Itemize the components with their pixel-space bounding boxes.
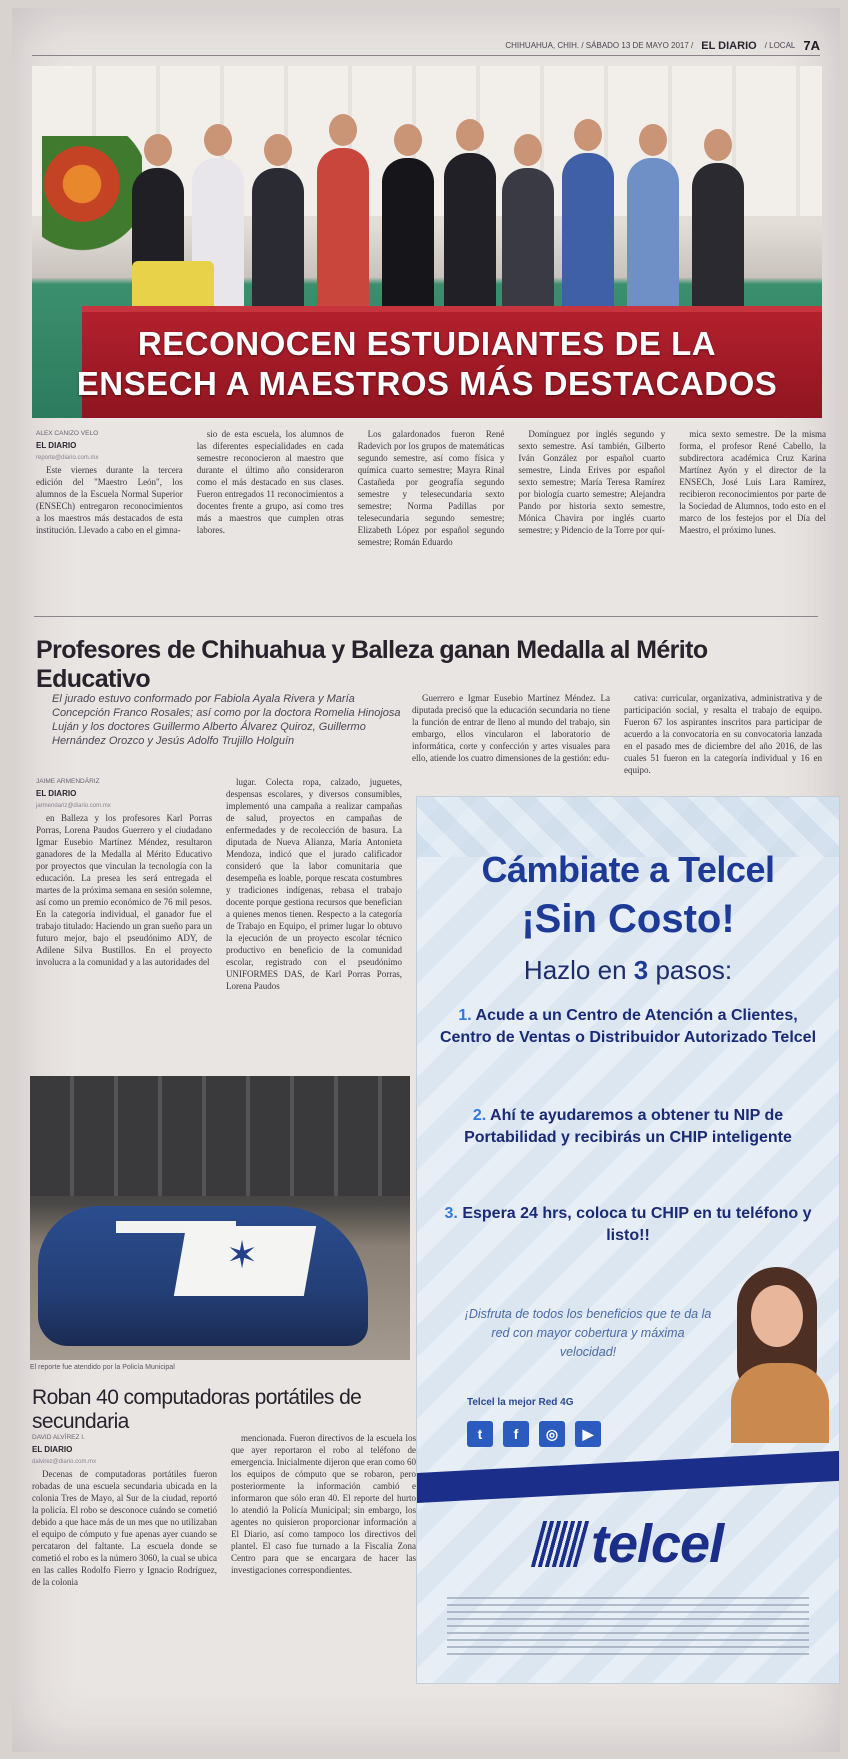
ad-step-text: Espera 24 hrs, coloca tu CHIP en tu teléfono y listo!! bbox=[462, 1205, 812, 1244]
ad-title: Cámbiate a Telcel bbox=[481, 849, 775, 890]
ad-step-3 bbox=[437, 1203, 819, 1247]
folio-section: / LOCAL bbox=[764, 41, 796, 50]
person bbox=[382, 158, 434, 318]
article3-headline: Roban 40 computadoras portátiles de secundaria bbox=[32, 1386, 362, 1433]
photo-buildings bbox=[30, 1076, 410, 1196]
article2-headline: Profesores de Chihuahua y Balleza ganan Medalla al Mérito Educativo bbox=[36, 636, 708, 693]
newspaper-page bbox=[12, 8, 840, 1752]
byline-author: JAIME ARMENDÁRIZ bbox=[36, 778, 100, 785]
byline bbox=[36, 428, 183, 464]
hero-photo bbox=[32, 66, 822, 418]
article2-column bbox=[36, 776, 212, 994]
ad-steps-suffix: pasos: bbox=[648, 955, 733, 985]
telcel-advertisement bbox=[416, 796, 840, 1684]
article-reconocen bbox=[36, 428, 826, 608]
article1-text: Este viernes durante la tercera edición del "Maestro León", los alumnos de la Escuela Normal Superior (ENSECh) entregaron reconocimientos a los maestros más destacados de esta institución. Llevado a cabo en el gimna- bbox=[36, 465, 183, 535]
ad-step-number: 1. bbox=[458, 1007, 472, 1024]
police-car-photo bbox=[30, 1076, 410, 1360]
article-roban bbox=[32, 1432, 416, 1682]
person bbox=[502, 168, 554, 318]
byline-author: DAVID ALVÍREZ I. bbox=[32, 1434, 85, 1441]
ad-steps-heading bbox=[417, 955, 839, 986]
page-folio bbox=[32, 36, 820, 56]
person bbox=[627, 158, 679, 318]
byline-email: dalvirez@diario.com.mx bbox=[32, 1459, 97, 1465]
ad-blue-stripe bbox=[417, 1451, 839, 1503]
ad-pattern bbox=[417, 797, 839, 857]
ad-promo-text: ¡Disfruta de todos los beneficios que te da la red con mayor cobertura y máxima velocidad! bbox=[464, 1307, 712, 1359]
article2-column bbox=[624, 692, 822, 778]
byline-author: ALEX CANIZO VELO bbox=[36, 430, 99, 437]
instagram-icon: ◎ bbox=[539, 1421, 565, 1447]
hero-headline-line1: RECONOCEN ESTUDIANTES DE LA bbox=[137, 325, 717, 362]
person bbox=[444, 153, 496, 318]
article3-column bbox=[32, 1432, 217, 1590]
article1-column bbox=[197, 428, 344, 550]
folio-page-number: 7A bbox=[803, 38, 820, 53]
article2-column bbox=[412, 692, 610, 778]
article1-column bbox=[36, 428, 183, 550]
ad-step-number: 3. bbox=[444, 1205, 458, 1222]
byline bbox=[32, 1432, 217, 1468]
person bbox=[317, 148, 369, 318]
ad-step-1 bbox=[437, 1005, 819, 1049]
ad-steps-prefix: Hazlo en bbox=[523, 955, 634, 985]
hero-headline bbox=[32, 324, 822, 404]
person bbox=[562, 153, 614, 318]
article2-text: lugar. Colecta ropa, calzado, juguetes, despensas escolares, y diversos consumibles, implementó una campaña a realizar campañas de salud, proyectos en campañas de enfermedades y de recolección de basura. La diputada de Nueva Alianza, María Antonieta Mendoza, indicó que el jurado calificador consideró que la labor comunitaria que desempeña es loable, porque rescata costumbres y tradiciones indígenas, rebasa el trabajo docente porque gestiona recursos que benefician a quienes menos tienen. Respecto a la categoría de Trabajo en Equipo, el primer lugar lo obtuvo la ejecución de un proyecto escolar técnico productivo en beneficio de la comunidad escolar, registrado con el pseudónimo UNIFORMES DAS, de Karl Porras Porras, Lorena Paudos bbox=[226, 777, 402, 991]
folio-date: CHIHUAHUA, CHIH. / SÁBADO 13 DE MAYO 2017 / bbox=[505, 41, 694, 50]
article1-column bbox=[358, 428, 505, 550]
article1-column bbox=[518, 428, 665, 550]
ad-steps-number: 3 bbox=[633, 955, 649, 985]
telcel-mark-icon bbox=[531, 1521, 589, 1567]
social-icons bbox=[467, 1421, 601, 1447]
facebook-icon: f bbox=[503, 1421, 529, 1447]
photo-caption: El reporte fue atendido por la Policía Municipal bbox=[30, 1364, 175, 1371]
article3-text: Decenas de computadoras portátiles fueron robadas de una escuela secundaria ubicada en la colonia Tres de Mayo, al Sur de la ciudad, reportó la policía. El robo se desconoce cuándo se cometió debido a que hace más de un mes que no utilizaban el equipo de cómputo y fue apenas ayer cuando se percataron del faltante. La escuela donde se cometió el robo es la número 3060, la cual se ubica en las calles Rodolfo Fierro y Ignacio Rodríguez, de la colonia bbox=[32, 1469, 217, 1587]
ad-step-text: Acude a un Centro de Atención a Clientes, Centro de Ventas o Distribuidor Autorizado Telcel bbox=[439, 1007, 817, 1046]
police-star-icon: ✶ bbox=[226, 1235, 258, 1277]
article2-text: en Balleza y los profesores Karl Porras Porras, Lorena Paudos Guerrero y el ciudadano Igmar Eusebio Martínez Méndez, resultaron ganadores de la Medalla al Mérito Educativo por proyectos que vinculan la tecnología con la educación. La presea les será entregada el martes de la próxima semana en sesión solemne, así como un premio económico de 76 mil pesos. En la categoría individual, el ganador fue el trabajo titulado: Haciendo un gran sueño para un futuro mejor, bajo el pseudónimo ADY, de Adilene Silva Bustillos. En el proyecto involucra a la comunidad y a las autoridades del bbox=[36, 813, 212, 967]
person bbox=[692, 163, 744, 318]
ad-fine-print bbox=[447, 1597, 809, 1657]
byline-paper: EL DIARIO bbox=[32, 1445, 73, 1454]
article2-text: cativa: curricular, organizativa, administrativa y de participación social, y resalta el trabajo de equipo. Fueron 67 los aspirantes inscritos para participar de acuerdo a la convocatoria en su convocatoria lanzada en el pasado mes de diciembre del año 2016, de las cuales 51 fueron en la categoría individual y 16 en equipo. bbox=[624, 693, 822, 775]
byline bbox=[36, 776, 212, 812]
byline-email: reporte@diario.com.mx bbox=[36, 455, 99, 461]
youtube-icon: ▶ bbox=[575, 1421, 601, 1447]
article3-text: mencionada. Fueron directivos de la escuela los que ayer reportaron el robo al teléfono de emergencia. Inicialmente dijeron que eran como 60 los equipos de cómputo que se robaron, pero posteriormente la información cambió e informaron que sólo eran 40. El reporte del hurto lo atendió la Policía Municipal; sin embargo, los agentes no quisieron proporcionar información a El Diario, así como tampoco los directivos del plantel. El caso fue turnado a la Fiscalía Zona Centro para que se encargara de hacer las investigaciones correspondientes. bbox=[231, 1433, 417, 1575]
article2-column bbox=[226, 776, 402, 994]
woman-on-phone-photo bbox=[731, 1267, 831, 1437]
article2-text: Guerrero e Igmar Eusebio Martínez Méndez. La diputada precisó que la educación secundaria no tiene la función de entrar de lleno al mundo del trabajo, sin embargo, ellos vincularon el laboratorio de informática, corte y confección y artes visuales para ello, atiende los cuatro dimensiones de la gestión: edu- bbox=[412, 693, 610, 763]
hero-headline-line2: ENSECH A MAESTROS MÁS DESTACADOS bbox=[76, 365, 778, 402]
article1-text: Los galardonados fueron René Radevich por los grupos de matemáticas segundo semestre, así como física y química cuarto semestre; Mayra Rinal Castañeda por geografía segundo semestre y telesecundaria sexto semestre; Norma Padillas por telesecundaria segundo semestre; Elizabeth López por español segundo semestre; Román Eduardo bbox=[357, 429, 505, 547]
telcel-logo bbox=[537, 1513, 723, 1575]
ad-step-2 bbox=[437, 1105, 819, 1149]
article2-summary: El jurado estuvo conformado por Fabiola Ayala Rivera y María Concepción Franco Rosales; así como por la doctora Romelia Hinojosa Luján y los doctores Guillermo Alberto Álvarez Quiroz, Guillermo Hernández Orozco y Jesús Adolfo Trujillo Holguín bbox=[52, 693, 401, 747]
ad-step-text: Ahí te ayudaremos a obtener tu NIP de Portabilidad y recibirás un CHIP inteligente bbox=[464, 1107, 792, 1146]
article3-column bbox=[231, 1432, 416, 1590]
article1-column bbox=[679, 428, 826, 550]
article2-right-columns bbox=[412, 692, 822, 782]
article1-text: sio de esta escuela, los alumnos de las diferentes especialidades en cada semestre reconocieron al maestro que durante el último año consideraron como el más destacado en sus clases. Fueron entregados 11 reconocimientos a docentes frente a grupo, así como tres más a maestros que cumplen otras labores. bbox=[196, 429, 344, 535]
article1-text: mica sexto semestre. De la misma forma, el profesor René Cabello, la subdirectora académica Cruz Karina Martínez Ayón y el director de la ENSECh, José Luis Lara Ramírez, recibieron reconocimientos por parte de la Sociedad de Alumnos, todo esto en el marco de los festejos por el Día del Maestro, el próximo lunes. bbox=[679, 429, 826, 535]
twitter-icon: t bbox=[467, 1421, 493, 1447]
section-divider bbox=[34, 616, 818, 617]
telcel-wordmark: telcel bbox=[591, 1514, 724, 1574]
person bbox=[252, 168, 304, 318]
article2-left-columns bbox=[36, 776, 402, 1062]
byline-email: jarmendariz@diario.com.mx bbox=[36, 803, 111, 809]
byline-paper: EL DIARIO bbox=[36, 441, 77, 450]
article1-text: Domínguez por inglés segundo y sexto semestre. Así también, Gilberto Iván González por español cuarto semestre, Linda Erives por español sexto semestre; María Teresa Ramírez por biología cuarto semestre; Alejandra Pando por historia sexto semestre, Mónica Chavira por inglés cuarto semestre; y Pidencio de la Torre por quí- bbox=[518, 429, 666, 535]
folio-paper-name: EL DIARIO bbox=[701, 39, 757, 52]
ad-subtitle: ¡Sin Costo! bbox=[521, 897, 735, 941]
ad-tagline: Telcel la mejor Red 4G bbox=[467, 1397, 574, 1408]
gift-basket bbox=[132, 261, 214, 311]
byline-paper: EL DIARIO bbox=[36, 789, 77, 798]
ad-step-number: 2. bbox=[472, 1107, 487, 1124]
